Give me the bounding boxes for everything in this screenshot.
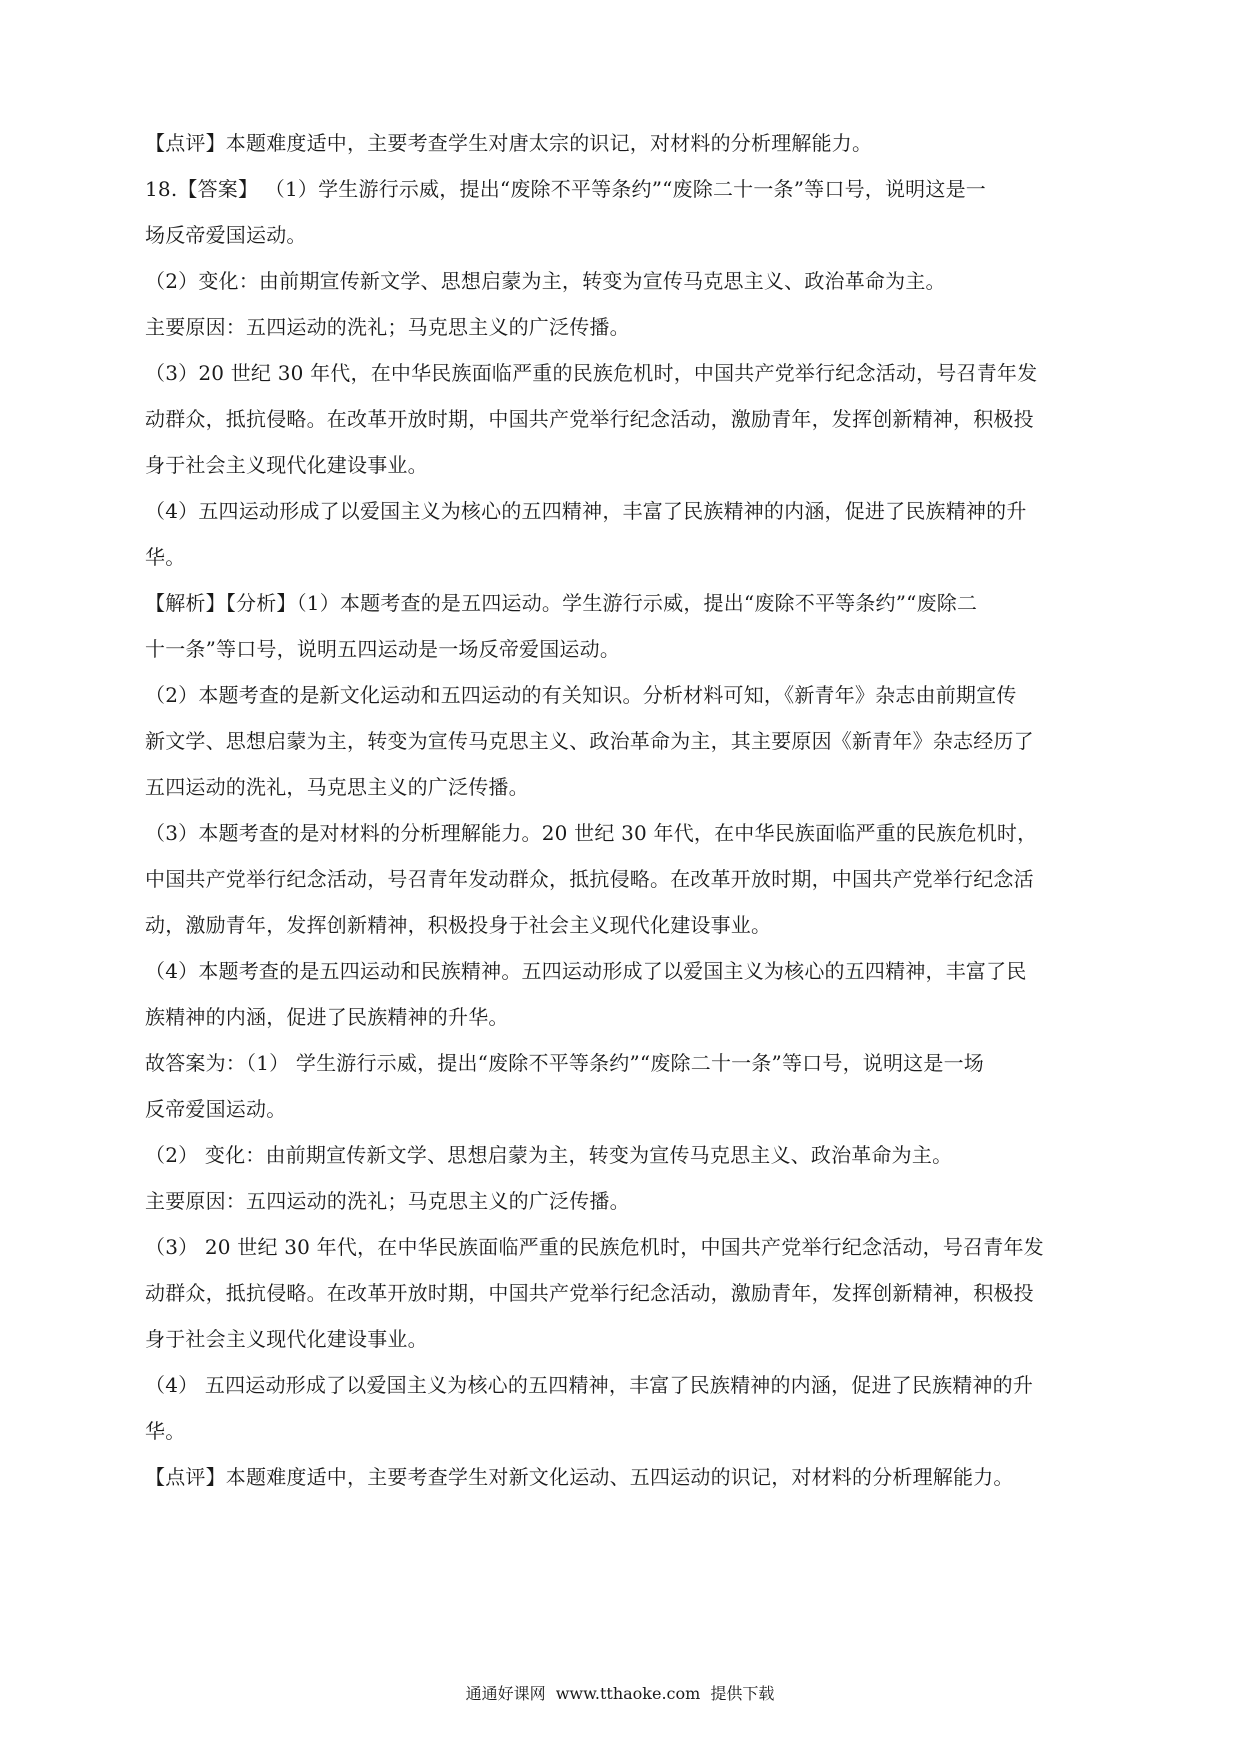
text-line: 新文学、思想启蒙为主，转变为宣传马克思主义、政治革命为主，其主要原因《新青年》杂志经历了 [145,729,1034,753]
text-line: （4） 五四运动形成了以爱国主义为核心的五四精神，丰富了民族精神的内涵，促进了民族精神的升 [145,1373,1034,1397]
page-footer [0,1682,1240,1706]
text-line: 动群众，抵抗侵略。在改革开放时期，中国共产党举行纪念活动，激励青年，发挥创新精神，积极投 [145,1281,1034,1305]
text-line: 动，激励青年，发挥创新精神，积极投身于社会主义现代化建设事业。 [145,913,772,937]
text-line: 主要原因：五四运动的洗礼；马克思主义的广泛传播。 [145,315,630,339]
footer-suffix: 提供下载 [710,1684,775,1703]
text-line: 十一条”等口号，说明五四运动是一场反帝爱国运动。 [145,637,621,661]
text-line: （3）20 世纪 30 年代，在中华民族面临严重的民族危机时，中国共产党举行纪念活动，号召青年发 [145,361,1038,385]
text-line: 【点评】本题难度适中，主要考查学生对新文化运动、五四运动的识记，对材料的分析理解能力。 [145,1465,1014,1489]
text-line: 动群众，抵抗侵略。在改革开放时期，中国共产党举行纪念活动，激励青年，发挥创新精神，积极投 [145,407,1034,431]
text-line: 华。 [145,545,186,569]
text-line: 反帝爱国运动。 [145,1097,287,1121]
text-line: （4）五四运动形成了以爱国主义为核心的五四精神，丰富了民族精神的内涵，促进了民族精神的升 [145,499,1027,523]
text-line: 故答案为：（1） 学生游行示威，提出“废除不平等条约”“废除二十一条”等口号，说明这是一场 [145,1051,984,1075]
text-line: 华。 [145,1419,186,1443]
text-line: （3） 20 世纪 30 年代，在中华民族面临严重的民族危机时，中国共产党举行纪念活动，号召青年发 [145,1235,1044,1259]
text-line: （4）本题考查的是五四运动和民族精神。五四运动形成了以爱国主义为核心的五四精神，丰富了民 [145,959,1027,983]
document-body [145,120,1105,1500]
text-line: 中国共产党举行纪念活动，号召青年发动群众，抵抗侵略。在改革开放时期，中国共产党举行纪念活 [145,867,1034,891]
text-line: （2）本题考查的是新文化运动和五四运动的有关知识。分析材料可知，《新青年》杂志由前期宣传 [145,683,1017,707]
text-line: 身于社会主义现代化建设事业。 [145,453,428,477]
text-line: 场反帝爱国运动。 [145,223,307,247]
text-line: 主要原因：五四运动的洗礼；马克思主义的广泛传播。 [145,1189,630,1213]
text-line: （2）变化：由前期宣传新文学、思想启蒙为主，转变为宣传马克思主义、政治革命为主。 [145,269,946,293]
text-line: 【点评】本题难度适中，主要考查学生对唐太宗的识记，对材料的分析理解能力。 [145,131,873,155]
text-line: 五四运动的洗礼，马克思主义的广泛传播。 [145,775,529,799]
footer-url[interactable]: www.tthaoke.com [555,1684,701,1703]
text-line: 族精神的内涵，促进了民族精神的升华。 [145,1005,509,1029]
text-line: （2） 变化：由前期宣传新文学、思想启蒙为主，转变为宣传马克思主义、政治革命为主。 [145,1143,953,1167]
text-line: （3）本题考查的是对材料的分析理解能力。20 世纪 30 年代，在中华民族面临严重的民族危机时， [145,821,1038,845]
text-line: 身于社会主义现代化建设事业。 [145,1327,428,1351]
footer-site-name: 通通好课网 [465,1684,546,1703]
text-line: 【解析】【分析】（1）本题考查的是五四运动。学生游行示威，提出“废除不平等条约”“废除二 [145,591,978,615]
text-line: 18.【答案】 （1）学生游行示威，提出“废除不平等条约”“废除二十一条”等口号，说明这是一 [145,177,986,201]
